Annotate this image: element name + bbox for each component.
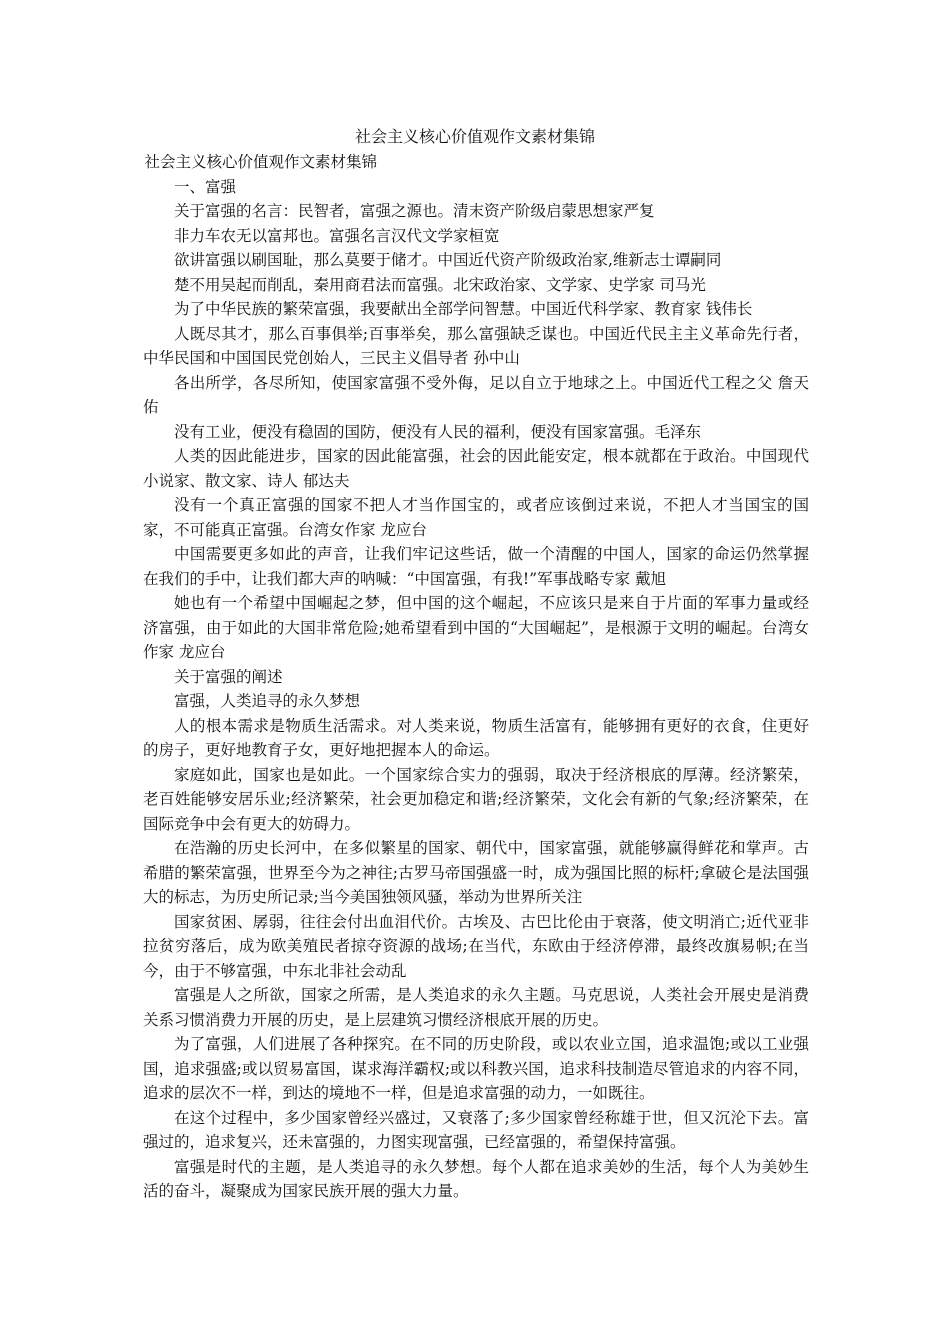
quote-paragraph: 楚不用吴起而削乱，秦用商君法而富强。北宋政治家、文学家、史学家 司马光	[174, 275, 706, 294]
body-paragraph: 为了富强，人们进展了各种探究。在不同的历史阶段，或以农业立国，追求温饱;或以工业强国，追求强盛;或以贸易富国，谋求海洋霸权;或以科教兴国，追求科技制造尽管追求的内容不同，追求的层次不一样，到达的境地不一样，但是追求富强的动力，一如既往。	[143, 1035, 809, 1102]
quote-paragraph: 欲讲富强以刷国耻，那么莫要于储才。中国近代资产阶级政治家,维新志士谭嗣同	[174, 251, 722, 269]
quote-paragraph: 没有一个真正富强的国家不把人才当作国宝的，或者应该倒过来说，不把人才当国宝的国家，不可能真正富强。台湾女作家 龙应台	[143, 496, 809, 539]
body-paragraph: 富强是时代的主题，是人类追寻的永久梦想。每个人都在追求美妙的生活，每个人为美妙生活的奋斗，凝聚成为国家民族开展的强大力量。	[143, 1157, 809, 1200]
quote-paragraph: 关于富强的名言：民智者，富强之源也。清末资产阶级启蒙思想家严复	[174, 202, 655, 220]
quote-paragraph: 她也有一个希望中国崛起之梦，但中国的这个崛起，不应该只是来自于片面的军事力量或经济富强，由于如此的大国非常危险;她希望看到中国的“大国崛起”，是根源于文明的崛起。台湾女作家 龙应台	[143, 594, 809, 661]
document-subtitle: 社会主义核心价值观作文素材集锦	[144, 153, 378, 171]
body-paragraph: 国家贫困、孱弱，往往会付出血泪代价。古埃及、古巴比伦由于衰落，使文明消亡;近代亚非拉贫穷落后，成为欧美殖民者掠夺资源的战场;在当代，东欧由于经济停滞，最终改旗易帜;在当今，由于不够富强，中东北非社会动乱	[143, 912, 809, 980]
document-title: 社会主义核心价值观作文素材集锦	[354, 127, 595, 146]
quote-paragraph: 人类的因此能进步，国家的因此能富强，社会的因此能安定，根本就都在于政治。中国现代小说家、散文家、诗人 郁达夫	[143, 447, 809, 490]
section-heading-fuqiang: 一、富强	[174, 177, 237, 196]
body-paragraph: 家庭如此，国家也是如此。一个国家综合实力的强弱，取决于经济根底的厚薄。经济繁荣，老百姓能够安居乐业;经济繁荣，社会更加稳定和谐;经济繁荣，文化会有新的气象;经济繁荣，在国际竞争中会有更大的妨碍力。	[143, 765, 809, 833]
quote-paragraph: 非力车农无以富邦也。富强名言汉代文学家桓宽	[174, 226, 500, 245]
body-paragraph: 富强是人之所欲，国家之所需，是人类追求的永久主题。马克思说，人类社会开展史是消费关系习惯消费力开展的历史，是上层建筑习惯经济根底开展的历史。	[143, 986, 809, 1029]
quote-paragraph: 人既尽其才，那么百事俱举;百事举矣，那么富强缺乏谋也。中国近代民主主义革命先行者，中华民国和中国国民党创始人，三民主义倡导者 孙中山	[143, 324, 809, 367]
quote-paragraph: 没有工业，便没有稳固的国防，便没有人民的福利，便没有国家富强。毛泽东	[174, 422, 702, 441]
quote-paragraph: 中国需要更多如此的声音，让我们牢记这些话，做一个清醒的中国人，国家的命运仍然掌握在我们的手中，让我们都大声的呐喊：“中国富强，有我!”军事战略专家 戴旭	[143, 545, 809, 588]
body-paragraph: 在这个过程中，多少国家曾经兴盛过，又衰落了;多少国家曾经称雄于世，但又沉沦下去。富强过的，追求复兴，还未富强的，力图实现富强，已经富强的，希望保持富强。	[143, 1108, 809, 1151]
section-heading-elaboration: 关于富强的阐述	[174, 667, 283, 686]
body-paragraph: 人的根本需求是物质生活需求。对人类来说，物质生活富有，能够拥有更好的衣食，住更好的房子，更好地教育子女，更好地把握本人的命运。	[143, 716, 809, 759]
document-body	[143, 150, 809, 1204]
body-paragraph: 在浩瀚的历史长河中，在多似繁星的国家、朝代中，国家富强，就能够赢得鲜花和掌声。古希腊的繁荣富强，世界至今为之神往;古罗马帝国强盛一时，成为强国比照的标杆;拿破仑是法国强大的标志，为历史所记录;当今美国独领风骚，举动为世界所关注	[143, 839, 809, 906]
quote-paragraph: 各出所学，各尽所知，使国家富强不受外侮，足以自立于地球之上。中国近代工程之父 詹天佑	[143, 373, 809, 416]
quote-paragraph: 为了中华民族的繁荣富强，我要献出全部学问智慧。中国近代科学家、教育家 钱伟长	[174, 300, 753, 318]
subsection-heading: 富强，人类追寻的永久梦想	[174, 692, 361, 710]
